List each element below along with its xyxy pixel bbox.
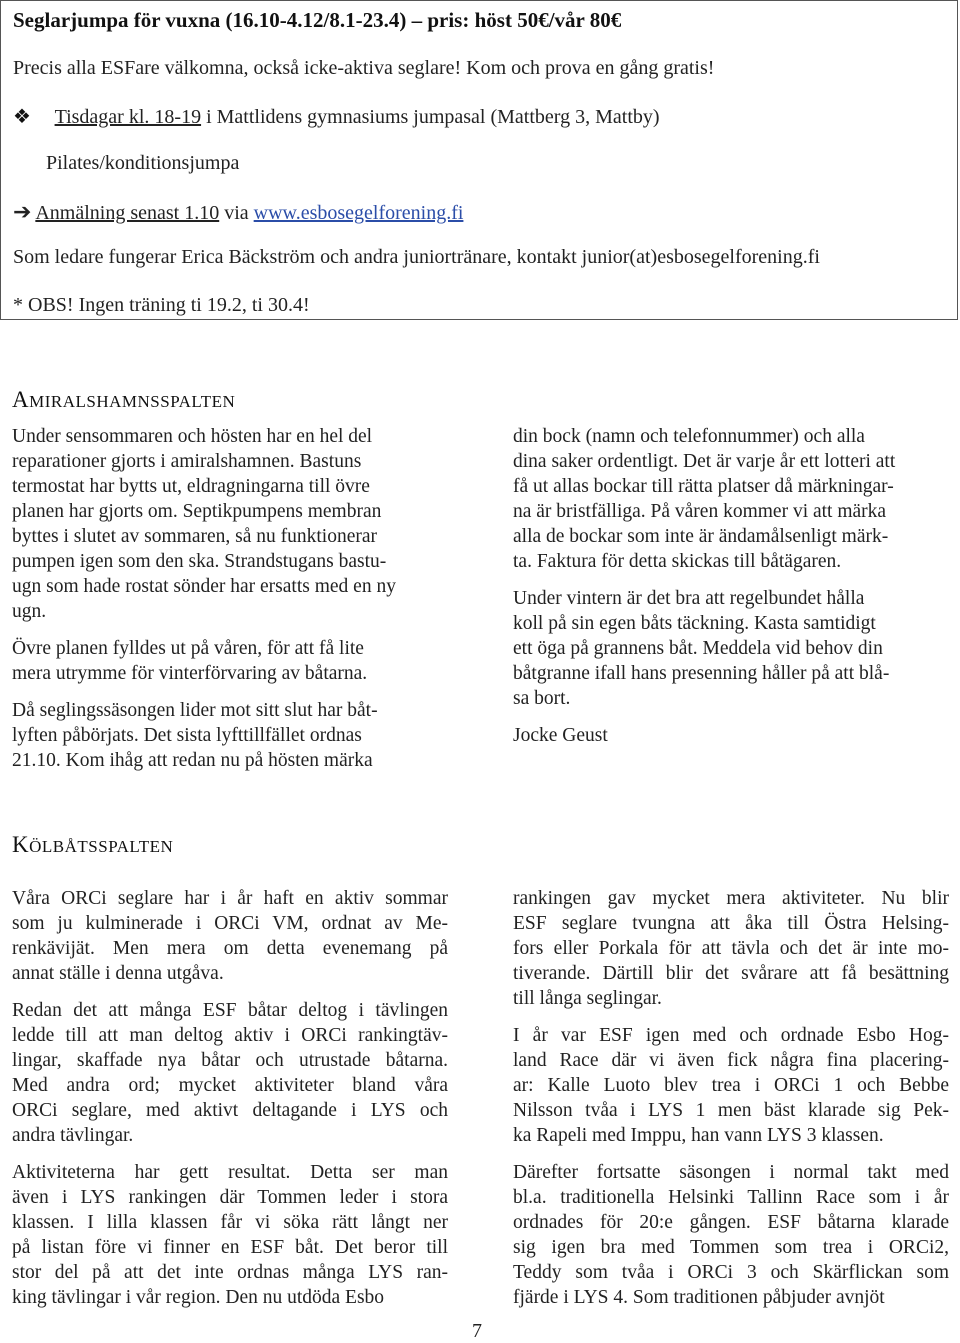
text-line: king tävlingar i vår region. Den nu utdöda Esbo: [12, 1287, 385, 1308]
text-line: planen har gjorts om. Septikpumpens membran: [12, 501, 382, 522]
kol-section-title: KÖLBÅTSSPALTEN: [12, 832, 174, 857]
text-line: alla de bockar som inte är ändamålsenligt märk-: [513, 526, 889, 547]
text-line: Teddy som tvåa i ORCi 3 och Skärflickan som: [513, 1262, 949, 1283]
text-line: Jocke Geust: [513, 725, 608, 746]
text-line: båtgranne ifall hans presenning håller på att blå-: [513, 663, 890, 684]
text-line: på listan före vi finner en ESF båt. Det beror till: [12, 1237, 448, 1258]
text-line: bl.a. traditionella Helsinki Tallinn Race som i år: [513, 1187, 949, 1208]
paragraph: [513, 424, 949, 574]
text-line: ugn som hade rostat sönder har ersatts med en ny: [12, 576, 396, 597]
text-line: ORCi seglare, med aktivt deltagande i LYS och: [12, 1100, 448, 1121]
note-text: * OBS! Ingen träning ti 19.2, ti 30.4!: [13, 294, 310, 316]
registration-deadline: Anmälning senast 1.10: [35, 202, 220, 224]
text-line: Våra ORCi seglare har i år haft en aktiv sommar: [12, 888, 448, 909]
text-line: få ut allas bockar till rätta platser då märkningar-: [513, 476, 894, 497]
text-line: ett öga på grannens båt. Meddela vid behov din: [513, 638, 883, 659]
info-box-title: Seglarjumpa för vuxna (16.10-4.12/8.1-23.4) – pris: höst 50€/vår 80€: [13, 8, 622, 32]
text-line: dina saker ordentligt. Det är varje år ett lotteri att: [513, 451, 896, 472]
kol-right-column: [513, 886, 949, 1322]
schedule-time: Tisdagar kl. 18-19: [54, 106, 202, 128]
text-line: ordnades för 20:e gången. ESF båtarna klarade: [513, 1212, 949, 1233]
text-line: I år var ESF igen med och ordnade Esbo Hog-: [513, 1025, 949, 1046]
paragraph: [12, 698, 452, 773]
schedule-line: [13, 104, 660, 129]
paragraph: [513, 1023, 949, 1148]
text-line: fors eller Porkala för att tävla och det är inte mo-: [513, 938, 949, 959]
text-line: annat ställe i denna utgåva.: [12, 963, 224, 984]
text-line: koll på sin egen båts täckning. Kasta samtidigt: [513, 613, 876, 634]
website-link[interactable]: www.esbosegelforening.fi: [253, 202, 464, 224]
text-line: Under vintern är det bra att regelbundet hålla: [513, 588, 865, 609]
text-line: ar: Kalle Luoto blev trea i ORCi 1 och Bebbe: [513, 1075, 949, 1096]
text-line: 21.10. Kom ihåg att redan nu på hösten märka: [12, 750, 373, 771]
paragraph: [513, 886, 949, 1011]
text-line: termostat har bytts ut, eldragningarna till övre: [12, 476, 370, 497]
activity-text: Pilates/konditionsjumpa: [46, 152, 240, 174]
text-line: lyften påbörjats. Det sista lyfttillfället ordnas: [12, 725, 362, 746]
text-line: lingar, skaffade nya båtar och utrustade båtarna.: [12, 1050, 448, 1071]
paragraph: [513, 1160, 949, 1310]
text-line: reparationer gjorts i amiralshamnen. Bastuns: [12, 451, 362, 472]
registration-line: [13, 199, 463, 225]
welcome-text: Precis alla ESFare välkomna, också icke-aktiva seglare! Kom och prova en gång gratis!: [13, 57, 715, 79]
kol-left-column: [12, 886, 448, 1322]
schedule-location: i Mattlidens gymnasiums jumpasal (Mattberg 3, Mattby): [201, 106, 660, 128]
text-line: rankingen gav mycket mera aktiviteter. Nu blir: [513, 888, 949, 909]
text-line: ka Rapeli med Imppu, han vann LYS 3 klassen.: [513, 1125, 884, 1146]
leader-text: Som ledare fungerar Erica Bäckström och andra juniortränare, kontakt junior(at)esbosegelforening.fi: [13, 246, 820, 268]
text-line: mera utrymme för vinterförvaring av båtarna.: [12, 663, 368, 684]
text-line: Redan det att många ESF båtar deltog i tävlingen: [12, 1000, 448, 1021]
registration-via: via: [219, 202, 254, 224]
paragraph: [513, 723, 949, 748]
text-line: klassen. I lilla klassen får vi söka rätt långt ner: [12, 1212, 448, 1233]
text-line: pumpen igen som den ska. Strandstugans bastu-: [12, 551, 387, 572]
paragraph: [12, 998, 448, 1148]
text-line: tiverande. Därtill blir det svårare att få besättning: [513, 963, 949, 984]
text-line: Med andra ord; mycket aktiviteter bland våra: [12, 1075, 448, 1096]
text-line: land Race där vi även fick några fina placering-: [513, 1050, 949, 1071]
text-line: som ju kulminerade i ORCi VM, ordnat av Me-: [12, 913, 448, 934]
text-line: Därefter fortsatte säsongen i normal takt med: [513, 1162, 949, 1183]
page-number: 7: [472, 1320, 482, 1342]
text-line: stor del på att det inte ordnas många LYS ran-: [12, 1262, 448, 1283]
text-line: sa bort.: [513, 688, 571, 709]
text-line: Då seglingssäsongen lider mot sitt slut har båt-: [12, 700, 378, 721]
amiral-left-column: [12, 424, 452, 785]
paragraph: [12, 424, 452, 624]
text-line: Nilsson tvåa i LYS 1 men bäst klarade sig Pek-: [513, 1100, 949, 1121]
text-line: ledde till att man deltog aktiv i ORCi rankingtäv-: [12, 1025, 448, 1046]
paragraph: [12, 1160, 448, 1310]
text-line: ugn.: [12, 601, 47, 622]
text-line: även i LYS rankingen där Tommen leder i stora: [12, 1187, 448, 1208]
text-line: Aktiviteterna har gett resultat. Detta ser man: [12, 1162, 448, 1183]
text-line: byttes i slutet av sommaren, så nu funktionerar: [12, 526, 377, 547]
text-line: andra tävlingar.: [12, 1125, 134, 1146]
paragraph: [12, 636, 452, 686]
text-line: fjärde i LYS 4. Som traditionen påbjuder avnjöt: [513, 1287, 885, 1308]
paragraph: [513, 586, 949, 711]
arrow-right-icon: ➔: [13, 199, 32, 224]
info-box: [0, 0, 958, 320]
text-line: ESF seglare tvungna att åka till Östra Helsing-: [513, 913, 949, 934]
text-line: sig igen bra med Tommen som trea i ORCi2,: [513, 1237, 949, 1258]
text-line: na är bristfälliga. På våren kommer vi att märka: [513, 501, 887, 522]
text-line: renkävijät. Men mera om detta evenemang på: [12, 938, 448, 959]
text-line: Under sensommaren och hösten har en hel del: [12, 426, 373, 447]
diamond-bullet-icon: ❖: [13, 106, 31, 128]
text-line: Övre planen fylldes ut på våren, för att få lite: [12, 638, 364, 659]
amiral-right-column: [513, 424, 949, 760]
text-line: ta. Faktura för detta skickas till båtägaren.: [513, 551, 842, 572]
text-line: din bock (namn och telefonnummer) och alla: [513, 426, 865, 447]
amiral-section-title: AMIRALSHAMNSSPALTEN: [12, 387, 236, 412]
paragraph: [12, 886, 448, 986]
text-line: till långa seglingar.: [513, 988, 662, 1009]
